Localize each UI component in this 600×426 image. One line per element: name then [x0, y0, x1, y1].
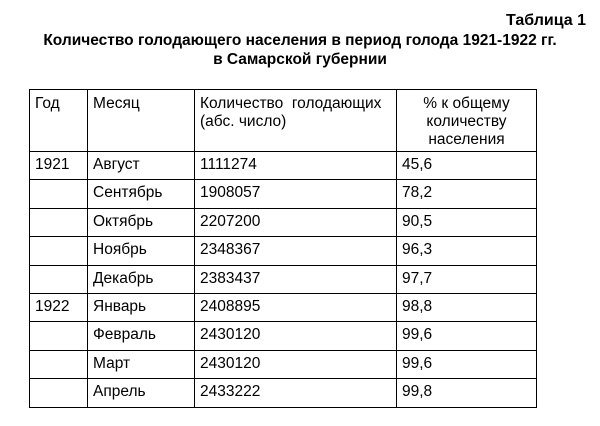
cell-count: 2348367 — [195, 237, 397, 265]
header-count-line-2: (абс. число) — [200, 113, 287, 130]
cell-year: 1921 — [30, 152, 88, 180]
table-row — [30, 322, 537, 350]
cell-month: Февраль — [88, 322, 195, 350]
cell-percent: 99,6 — [397, 350, 537, 378]
table-row — [30, 237, 537, 265]
table-label: Таблица 1 — [505, 12, 586, 29]
table-row — [30, 265, 537, 293]
cell-count: 1111274 — [195, 152, 397, 180]
cell-count: 2430120 — [195, 350, 397, 378]
header-row — [30, 90, 537, 152]
cell-percent: 99,8 — [397, 379, 537, 407]
cell-month: Апрель — [88, 379, 195, 407]
cell-year: 1922 — [30, 293, 88, 321]
table-row — [30, 379, 537, 407]
cell-count: 2433222 — [195, 379, 397, 407]
cell-month: Март — [88, 350, 195, 378]
cell-count: 2408895 — [195, 293, 397, 321]
table-row — [30, 293, 537, 321]
cell-year — [30, 322, 88, 350]
cell-percent: 99,6 — [397, 322, 537, 350]
cell-year — [30, 208, 88, 236]
cell-month: Ноябрь — [88, 237, 195, 265]
header-percent-line-2: количеству — [426, 113, 507, 130]
cell-percent: 96,3 — [397, 237, 537, 265]
cell-count: 2207200 — [195, 208, 397, 236]
header-month: Месяц — [88, 90, 195, 152]
cell-percent: 97,7 — [397, 265, 537, 293]
header-percent — [397, 90, 537, 152]
cell-month: Октябрь — [88, 208, 195, 236]
caption-line-2: в Самарской губернии — [213, 51, 387, 68]
cell-percent: 45,6 — [397, 152, 537, 180]
header-percent-line-1: % к общему — [423, 95, 510, 112]
cell-month: Сентябрь — [88, 180, 195, 208]
famine-table — [29, 89, 537, 408]
header-year: Год — [30, 90, 88, 152]
header-percent-line-3: населения — [428, 131, 505, 148]
caption-line-1: Количество голодающего населения в период голода 1921-1922 гг. — [43, 32, 557, 49]
table-row — [30, 350, 537, 378]
cell-month: Декабрь — [88, 265, 195, 293]
header-count — [195, 90, 397, 152]
cell-month: Август — [88, 152, 195, 180]
cell-count: 2383437 — [195, 265, 397, 293]
cell-year — [30, 350, 88, 378]
cell-count: 1908057 — [195, 180, 397, 208]
cell-month: Январь — [88, 293, 195, 321]
cell-percent: 78,2 — [397, 180, 537, 208]
cell-year — [30, 180, 88, 208]
table-body — [30, 152, 537, 408]
table-caption — [0, 31, 600, 69]
table-row — [30, 152, 537, 180]
cell-percent: 90,5 — [397, 208, 537, 236]
cell-year — [30, 379, 88, 407]
header-count-line-1: Количество голодающих — [200, 95, 382, 112]
table-row — [30, 180, 537, 208]
table-header — [30, 90, 537, 152]
table-row — [30, 208, 537, 236]
cell-count: 2430120 — [195, 322, 397, 350]
cell-year — [30, 265, 88, 293]
cell-year — [30, 237, 88, 265]
cell-percent: 98,8 — [397, 293, 537, 321]
